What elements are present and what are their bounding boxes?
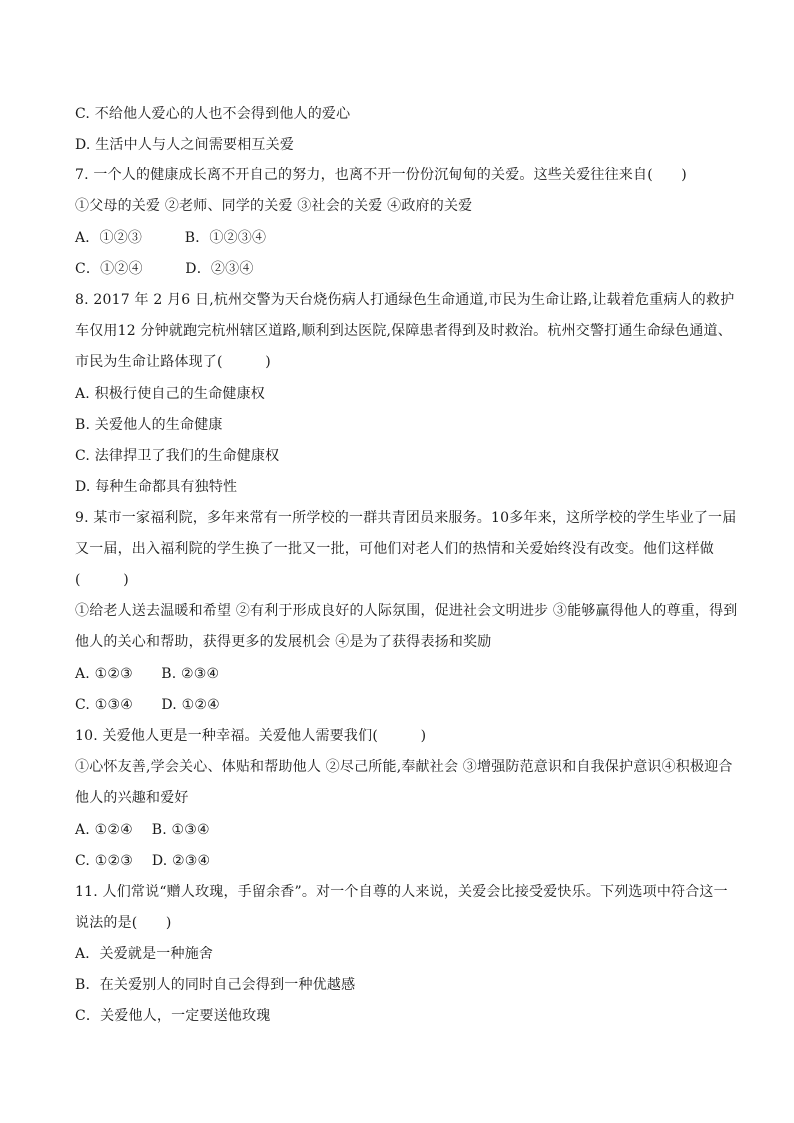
q7-stem: 7. 一个人的健康成长离不开自己的努力，也离不开一份份沉甸甸的关爱。这些关爱往往来自( ) bbox=[75, 167, 687, 183]
q9-options-cd: C. ①③④ D. ①②④ bbox=[75, 697, 220, 713]
q7-options-ab: A．①②③ B．①②③④ bbox=[75, 230, 267, 246]
q10-statements-line2: 他人的兴趣和爱好 bbox=[75, 790, 189, 806]
q8-option-b: B. 关爱他人的生命健康 bbox=[75, 417, 223, 433]
q9-options-ab: A. ①②③ B. ②③④ bbox=[75, 666, 220, 682]
q6-option-d: D. 生活中人与人之间需要相互关爱 bbox=[75, 137, 295, 153]
q7-options-cd: C．①②④ D．②③④ bbox=[75, 261, 254, 277]
q8-stem-line2: 车仅用12 分钟就跑完杭州辖区道路,顺利到达医院,保障患者得到及时救治。杭州交警打通生命绿色通道、 bbox=[75, 323, 732, 339]
q11-stem-line1: 11. 人们常说“赠人玫瑰，手留余香”。对一个自尊的人来说，关爱会比接受爱快乐。下列选项中符合这一 bbox=[75, 884, 728, 900]
q10-options-ab: A. ①②④ B. ①③④ bbox=[75, 822, 210, 838]
q9-statements-line2: 他人的关心和帮助，获得更多的发展机会 ④是为了获得表扬和奖励 bbox=[75, 634, 492, 650]
q7-statements: ①父母的关爱 ②老师、同学的关爱 ③社会的关爱 ④政府的关爱 bbox=[75, 198, 473, 214]
q8-option-a: A. 积极行使自己的生命健康权 bbox=[75, 386, 266, 402]
q9-statements-line1: ①给老人送去温暖和希望 ②有利于形成良好的人际氛围，促进社会文明进步 ③能够赢得他人的尊重，得到 bbox=[75, 603, 738, 619]
q9-answer-bracket: ( ) bbox=[75, 572, 129, 588]
q10-stem: 10. 关爱他人更是一种幸福。关爱他人需要我们( ) bbox=[75, 728, 427, 744]
q6-option-c: C. 不给他人爱心的人也不会得到他人的爱心 bbox=[75, 106, 351, 122]
q8-option-d: D. 每种生命都具有独特性 bbox=[75, 479, 238, 495]
q11-option-b: B．在关爱别人的同时自己会得到一种优越感 bbox=[75, 977, 356, 993]
q11-stem-line2: 说法的是( ) bbox=[75, 915, 172, 931]
q8-stem-line1: 8. 2017 年 2 月6 日,杭州交警为天台烧伤病人打通绿色生命通道,市民为生命让路,让载着危重病人的救护 bbox=[75, 292, 735, 308]
q11-option-c: C．关爱他人，一定要送他玫瑰 bbox=[75, 1008, 271, 1024]
q8-option-c: C. 法律捍卫了我们的生命健康权 bbox=[75, 448, 280, 464]
q9-stem-line1: 9. 某市一家福利院，多年来常有一所学校的一群共青团员来服务。10多年来，这所学校的学生毕业了一届 bbox=[75, 510, 737, 526]
q11-option-a: A．关爱就是一种施舍 bbox=[75, 946, 214, 962]
q8-stem-line3: 市民为生命让路体现了( ) bbox=[75, 354, 271, 370]
q10-statements-line1: ①心怀友善,学会关心、体贴和帮助他人 ②尽己所能,奉献社会 ③增强防范意识和自我保护意识④积极迎合 bbox=[75, 759, 733, 775]
q9-stem-line2: 又一届，出入福利院的学生换了一批又一批，可他们对老人们的热情和关爱始终没有改变。他们这样做 bbox=[75, 541, 714, 557]
q10-options-cd: C. ①②③ D. ②③④ bbox=[75, 853, 211, 869]
